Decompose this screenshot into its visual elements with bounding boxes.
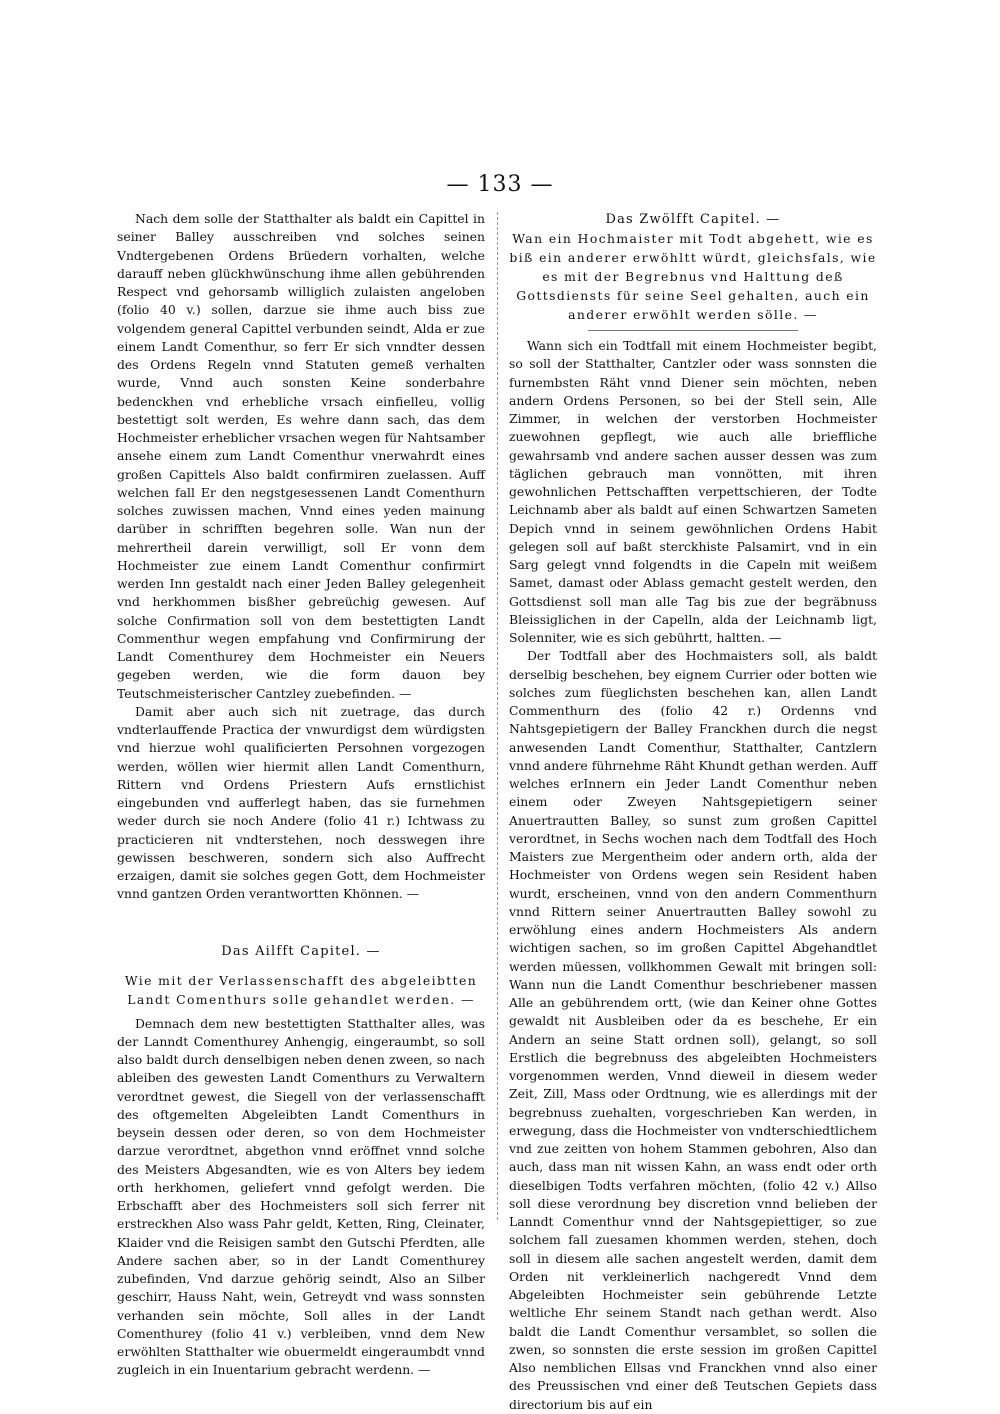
paragraph: Wann sich ein Todtfall mit einem Hochmeister begibt, so soll der Statthalter, Cantzler oder wass sonnsten die furnembsten Räht vnnd Diener sein möchten, neben andern Ordens Personen, so bei der Stell sein, Alle Zimmer, in welchen der verstorben Hochmeister zuewohnen gepflegt, wie auch alle brieffliche gewahrsamb vnd andere sachen ausser dessen was zum täglichen gebrauch man vonnötten, mit ihren gewohnlichen Pettschafften verpettschieren, der Todte Leichnamb aber als baldt auf einen Schwartzen Sameten Depich vnnd in seinem gewöhnlichen Ordens Habit gelegen soll auf baßt sterckhiste Palsamirt, vnd in ein Sarg gelegt vnnd folgendts in die Capeln mit weißem Samet, damast oder Ablass gemacht gestelt werden, den Gottsdienst soll man alle Tag bis zue der begräbnuss Bleissiglichen in der Capelln, alda der Leichnamb ligt, Solenniter, wie es sich gebührtt, haltten. — <box>509 338 877 645</box>
page-number: — 133 — <box>446 172 554 197</box>
chapter-title: Das Ailfft Capitel. — <box>221 943 381 959</box>
section-rule <box>588 330 798 331</box>
paragraph: Der Todtfall aber des Hochmaisters soll, als baldt derselbig beschehen, bey eignem Currier oder botten wie solches zum füeglichsten beschehen kan, allen Landt Commenthurn des (folio 42 r.) Ordenns vnd Nahtsgepietigern der Balley Franckhen durch die negst anwesenden Landt Comenthur, Statthalter, Cantzlern vnnd andere führnehme Räht Khundt gethan werden. Auff welches erInnern ein Jeder Landt Comenthur neben einem oder Zweyen Nahtsgepietigern seiner Anuertrautten Balley, so sunst zum großen Capittel verordtnet, in Sechs wochen nach dem Todtfall des Hoch Maisters zue Mergentheim oder andern orth, alda der Hochmeister von Ordens wegen sein Resident haben wurdt, erscheinen, vnnd von den andern Commenthurn vnnd Rittern seiner Anuertrautten Balley sowohl zu erwöhlung eines andern Hochmeisters Als andern wichtigen sachen, so im großen Capittel Abgehandtlet werden müessen, vollkhommen Gewalt mit bringen soll: Wann nun die Landt Comenthur beschriebener massen Alle an gebührendem ortt, (wie dan Keiner ohne Gottes gewaldt nit Ausbleiben oder da es beschehe, Er ein Andern an seine Statt ordnen soll), gelangt, so soll Erstlich die begrebnuss des abgeleibten Hochmeisters vorgenommen werden, Vnnd dieweil in diesem weder Zeit, Zill, Mass oder Ordtnung, wie es allerdings mit der begrebnuss zuehalten, vorgeschrieben Kan werden, in erwegung, dass die Hochmeister von vndterschiedtlichem vnd zue zeitten von hohem Stammen gebohren, Also dan auch, dass man nit wissen Kahn, an wass endt oder orth dieselbigen Todts verfahren möchten, (folio 42 v.) Allso soll diese verordnung bey discretion vnnd belieben der Lanndt Comenthur vnnd der Nahtsgepiettiger, so zue solchem fall zuesamen khommen werden, stehen, doch soll in diesem alle sachen angestelt werden, damit dem Orden nit verkleinerlich nachgeredt Vnnd dem Abgeleibten Hochmeister sein gebührende Letzte weltliche Ehr seinem Standt nach gethan werdt. Also baldt die Landt Comenthur versamblet, so sollen die zwen, so sonnsten die erste session im großen Capittel Also nemblichen Ellsas vnd Franckhen vnnd also einer des Preussischen vnd einer deß Teutschen Gepiets dass directorium bis auf ein <box>509 648 877 1412</box>
chapter-subtitle: Wan ein Hochmaister mit Todt abgehett, wie es biß ein anderer erwöhltt würdt, gleichsfals, wie es mit der Begrebnus vnd Halttung deß Gottsdiensts für seine Seel gehalten, auch ein anderer erwöhlt werden sölle. — <box>509 231 877 322</box>
right-column <box>509 210 877 1414</box>
column-divider <box>497 212 498 1220</box>
paragraph: Demnach dem new bestettigten Statthalter alles, was der Lanndt Comenthurey Anhengig, eingeraumbt, so soll also baldt durch denselbigen neben denen zween, so nach ableiben des gewesten Landt Comenthurs zu Verwaltern verordtnet gewest, die Siegell von der verlassenschafft des oftgemelten Abgeleibten Landt Comenthurs in beysein dessen oder deren, so von dem Hochmeister darzue verordtnet, abgethon vnnd eröffnet vnnd solche des Meisters Abgesandten, wie es von Alters bey iedem orth herkhomen, geliefert vnnd gefolgt werden. Die Erbschafft aber des Hochmeisters soll sich ferrer nit erstreckhen Also wass Pahr geldt, Ketten, Ring, Cleinater, Klaider vnd die Reisigen sambt den Gutschi Pferdten, alle Andere sachen aber, so in der Landt Comenthurey zubefinden, Vnd darzue gehörig seindt, Also an Silber geschirr, Hauss Naht, wein, Getreydt vnd wass sonnsten verhanden sein möchte, Soll alles in der Landt Comenthurey (folio 41 v.) verbleiben, vnnd dem New erwöhlten Statthalter wie obuermeldt eingeraumbdt vnnd zugleich in ein Inuentarium gebracht werdenn. — <box>117 1015 485 1378</box>
left-column <box>117 210 485 1380</box>
section-gap <box>117 961 485 971</box>
paragraph: Nach dem solle der Statthalter als baldt ein Capittel in seiner Balley ausschreiben vnd solches seinen Vndtergebenen Ordens Brüedern vorhalten, welche darauff neben glückhwünschung ihme allen gebührenden Respect vnd gehorsamb williglich zulaisten angeloben (folio 40 v.) sollen, darzue sie ihme auch biss zue volgendem general Capittel verbunden seindt, Alda er zue einem Landt Comenthur, so ferr Er sich vnndter dessen des Ordens Regeln vnnd Statuten gemeß verhalten wurde, Vnnd auch sonsten Keine sonderbahre bedenckhen vnd erhebliche vrsach einfielleu, vollig bestettigt solt werden, Es wehre dann sach, das dem Hochmeister erheblicher vrsachen wegen für Nahtsamber ansehe einem zum Landt Comenthur vnerwahrdt eines großen Capittels Also baldt confirmiren zuelassen. Auff welchen fall Er den negstgesessenen Landt Comenthurn solches zuwissen machen, Vnnd eines yeden mainung darüber in schrifften begehren solle. Wan nun der mehrertheil darein verwilligt, soll Er vonn dem Hochmeister zue einem Landt Comenthur confirmirt werden Inn gestaldt nach einer Jeden Balley gelegenheit vnd herkhommen bisßher gebreüchig gewesen. Auf solche Confirmation soll von dem bestettigten Landt Commenthur wegen empfahung vnd Confirmirung der Landt Comenthurey dem Hochmeister ein Neuers gegeben werden, wie die form dauon bey Teutschmeisterischer Cantzley zuebefinden. — <box>117 211 485 701</box>
section-gap <box>117 904 485 942</box>
paragraph: Damit aber auch sich nit zuetrage, das durch vndterlauffende Practica der vnwurdigst dem würdigsten vnd hierzue wohl qualificierten Persohnen vorgezogen werden, wöllen wier hiermit allen Landt Comenthurn, Rittern vnd Ordens Priestern Aufs ernstlichist eingebunden vnd aufferlegt haben, das sie furnehmen weder durch sie noch Andere (folio 41 r.) Ichtwass zu practicieren nit vndterstehen, noch desswegen ihre gewissen beschweren, sondern sich also Auffrecht erzaigen, damit sie solches gegen Gott, dem Hochmeister vnnd gantzen Orden verantwortten Khönnen. — <box>117 703 485 902</box>
chapter-title: Das Zwölfft Capitel. — <box>605 212 781 227</box>
chapter-subtitle: Wie mit der Verlassenschafft des abgeleibtten Landt Comenthurs solle gehandlet werden. — <box>124 972 478 1007</box>
